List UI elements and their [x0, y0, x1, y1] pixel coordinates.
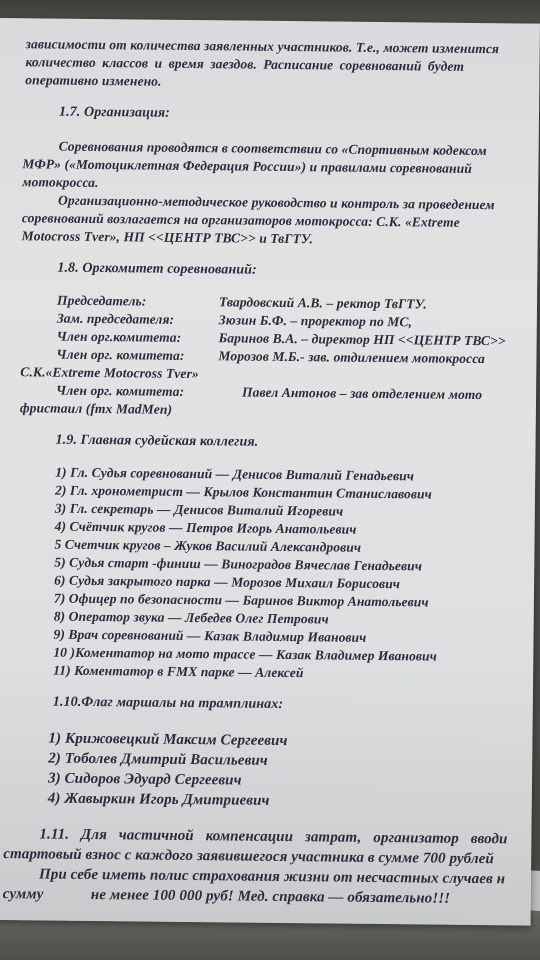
committee-role-deputy: Зам. председателя: [56, 310, 175, 327]
s111-line-4-start: сумму [2, 886, 44, 903]
judge-list-item: 2) Гл. хронометрист — Крылов Константин Станиславович [54, 482, 432, 502]
judge-list-item: 5) Судья старт -финиш — Виноградов Вячеслав Генадьевич [54, 554, 423, 574]
section-1-7-heading: 1.7. Организация: [58, 104, 171, 121]
committee-role-member-1: Член орг.комитета: [56, 328, 182, 345]
judge-list-item: 4) Счётчик кругов — Петров Игорь Анатольевич [54, 518, 357, 537]
committee-person-member-3: Павел Антонов – зав отделением мото [242, 384, 483, 403]
committee-person-member-2: Морозов М.Б.- зав. отдилением мотокросса [218, 348, 485, 367]
s17-p1-line-3: мотокросса. [22, 174, 99, 191]
s17-p1-line-2: МФР» («Мотоциклетная Федерация России») и правилами соревнований [22, 156, 472, 176]
committee-role-chairman: Председатель: [56, 292, 147, 309]
committee-person-chairman: Твардовский А.В. – ректор ТвГТУ. [218, 294, 427, 312]
s17-p2-line-3: Motocross Tver», НП <<ЦЕНТР ТВС>> и ТвГТУ. [21, 228, 314, 247]
judge-list-item: 3) Гл. секретарь — Денисов Виталий Игоревич [54, 500, 344, 519]
marshal-list-item: 4) Жавыркин Игорь Дмитриевич [47, 790, 270, 809]
intro-line-1: зависимости от количества заявленных участников. Т.е., может изменится [25, 36, 500, 57]
committee-role-member-2: Член орг. комитета: [56, 346, 185, 363]
intro-line-2: количество классов и время заездов. Расписание соревнований будет [25, 54, 465, 74]
s17-p2-line-1: Организационно-методическое руководство и контроль за проведением [58, 192, 495, 213]
section-1-10-heading: 1.10.Флаг маршалы на трамплинах: [52, 694, 284, 713]
s17-p1-line-1: Соревнования проводятся в соответствии со «Спортивным кодексом [58, 138, 487, 159]
s111-line-4-end: не менее 100 000 руб! Мед. справка — обязательно!!! [90, 886, 451, 907]
committee-person-deputy: Зюзин Б.Ф. – проректор по МС, [218, 312, 413, 330]
document-page [0, 18, 540, 926]
committee-person-member-1: Баринов В.А. – директор НП <<ЦЕНТР ТВС>> [218, 330, 506, 349]
s111-line-3: При себе иметь полис страхования жизни от несчастных случаев н [38, 866, 506, 888]
judge-list-item: 11) Коментатор в FMX парке — Алексей [53, 662, 304, 681]
committee-role-member-3: Член орг. комитета: [56, 382, 185, 399]
judge-list-item: 10 )Коментатор на мото трассе — Казак Владимер Иванович [53, 644, 437, 664]
s111-line-1: 1.11. Для частичной компенсации затрат, организатор вводи [39, 826, 508, 848]
marshal-list-item: 3) Сидоров Эдуард Сергеевич [47, 770, 242, 789]
judge-list-item: 8) Оператор звука — Лебедев Олег Петрович [53, 608, 329, 627]
intro-line-3: оперативно изменено. [25, 72, 162, 89]
judge-list-item: 7) Офицер по безопасности — Баринов Виктор Анатольевич [53, 590, 429, 610]
judge-list-item: 1) Гл. Судья соревнований — Денисов Виталий Генадьевич [55, 464, 415, 484]
judge-list-item: 5 Счетчик кругов – Жуков Василий Александрович [54, 536, 362, 555]
section-1-9-heading: 1.9. Главная судейская коллегия. [55, 432, 259, 450]
section-1-8-heading: 1.8. Оргкомитет соревнований: [57, 260, 257, 278]
s17-p2-line-2: соревнований возлагается на организаторов мотокросса: С.К. «Extreme [21, 210, 460, 230]
judge-list-item: 9) Врач соревнований — Казак Владимир Иванович [53, 626, 367, 645]
committee-person-member-3-cont: фристаил (fmx MadMen) [19, 400, 173, 417]
judge-list-item: 6) Судья закрытого парка — Морозов Михаил Борисович [54, 572, 401, 592]
s111-line-2: стартовый взнос с каждого заявившегося участника в сумме 700 рублей [3, 846, 494, 868]
marshal-list-item: 2) Тоболев Дмитрий Васильевич [48, 750, 268, 769]
marshal-list-item: 1) Крижовецкий Максим Сергеевич [48, 730, 288, 750]
committee-person-member-2-cont: С.К.«Extreme Motocross Tver» [20, 364, 199, 382]
